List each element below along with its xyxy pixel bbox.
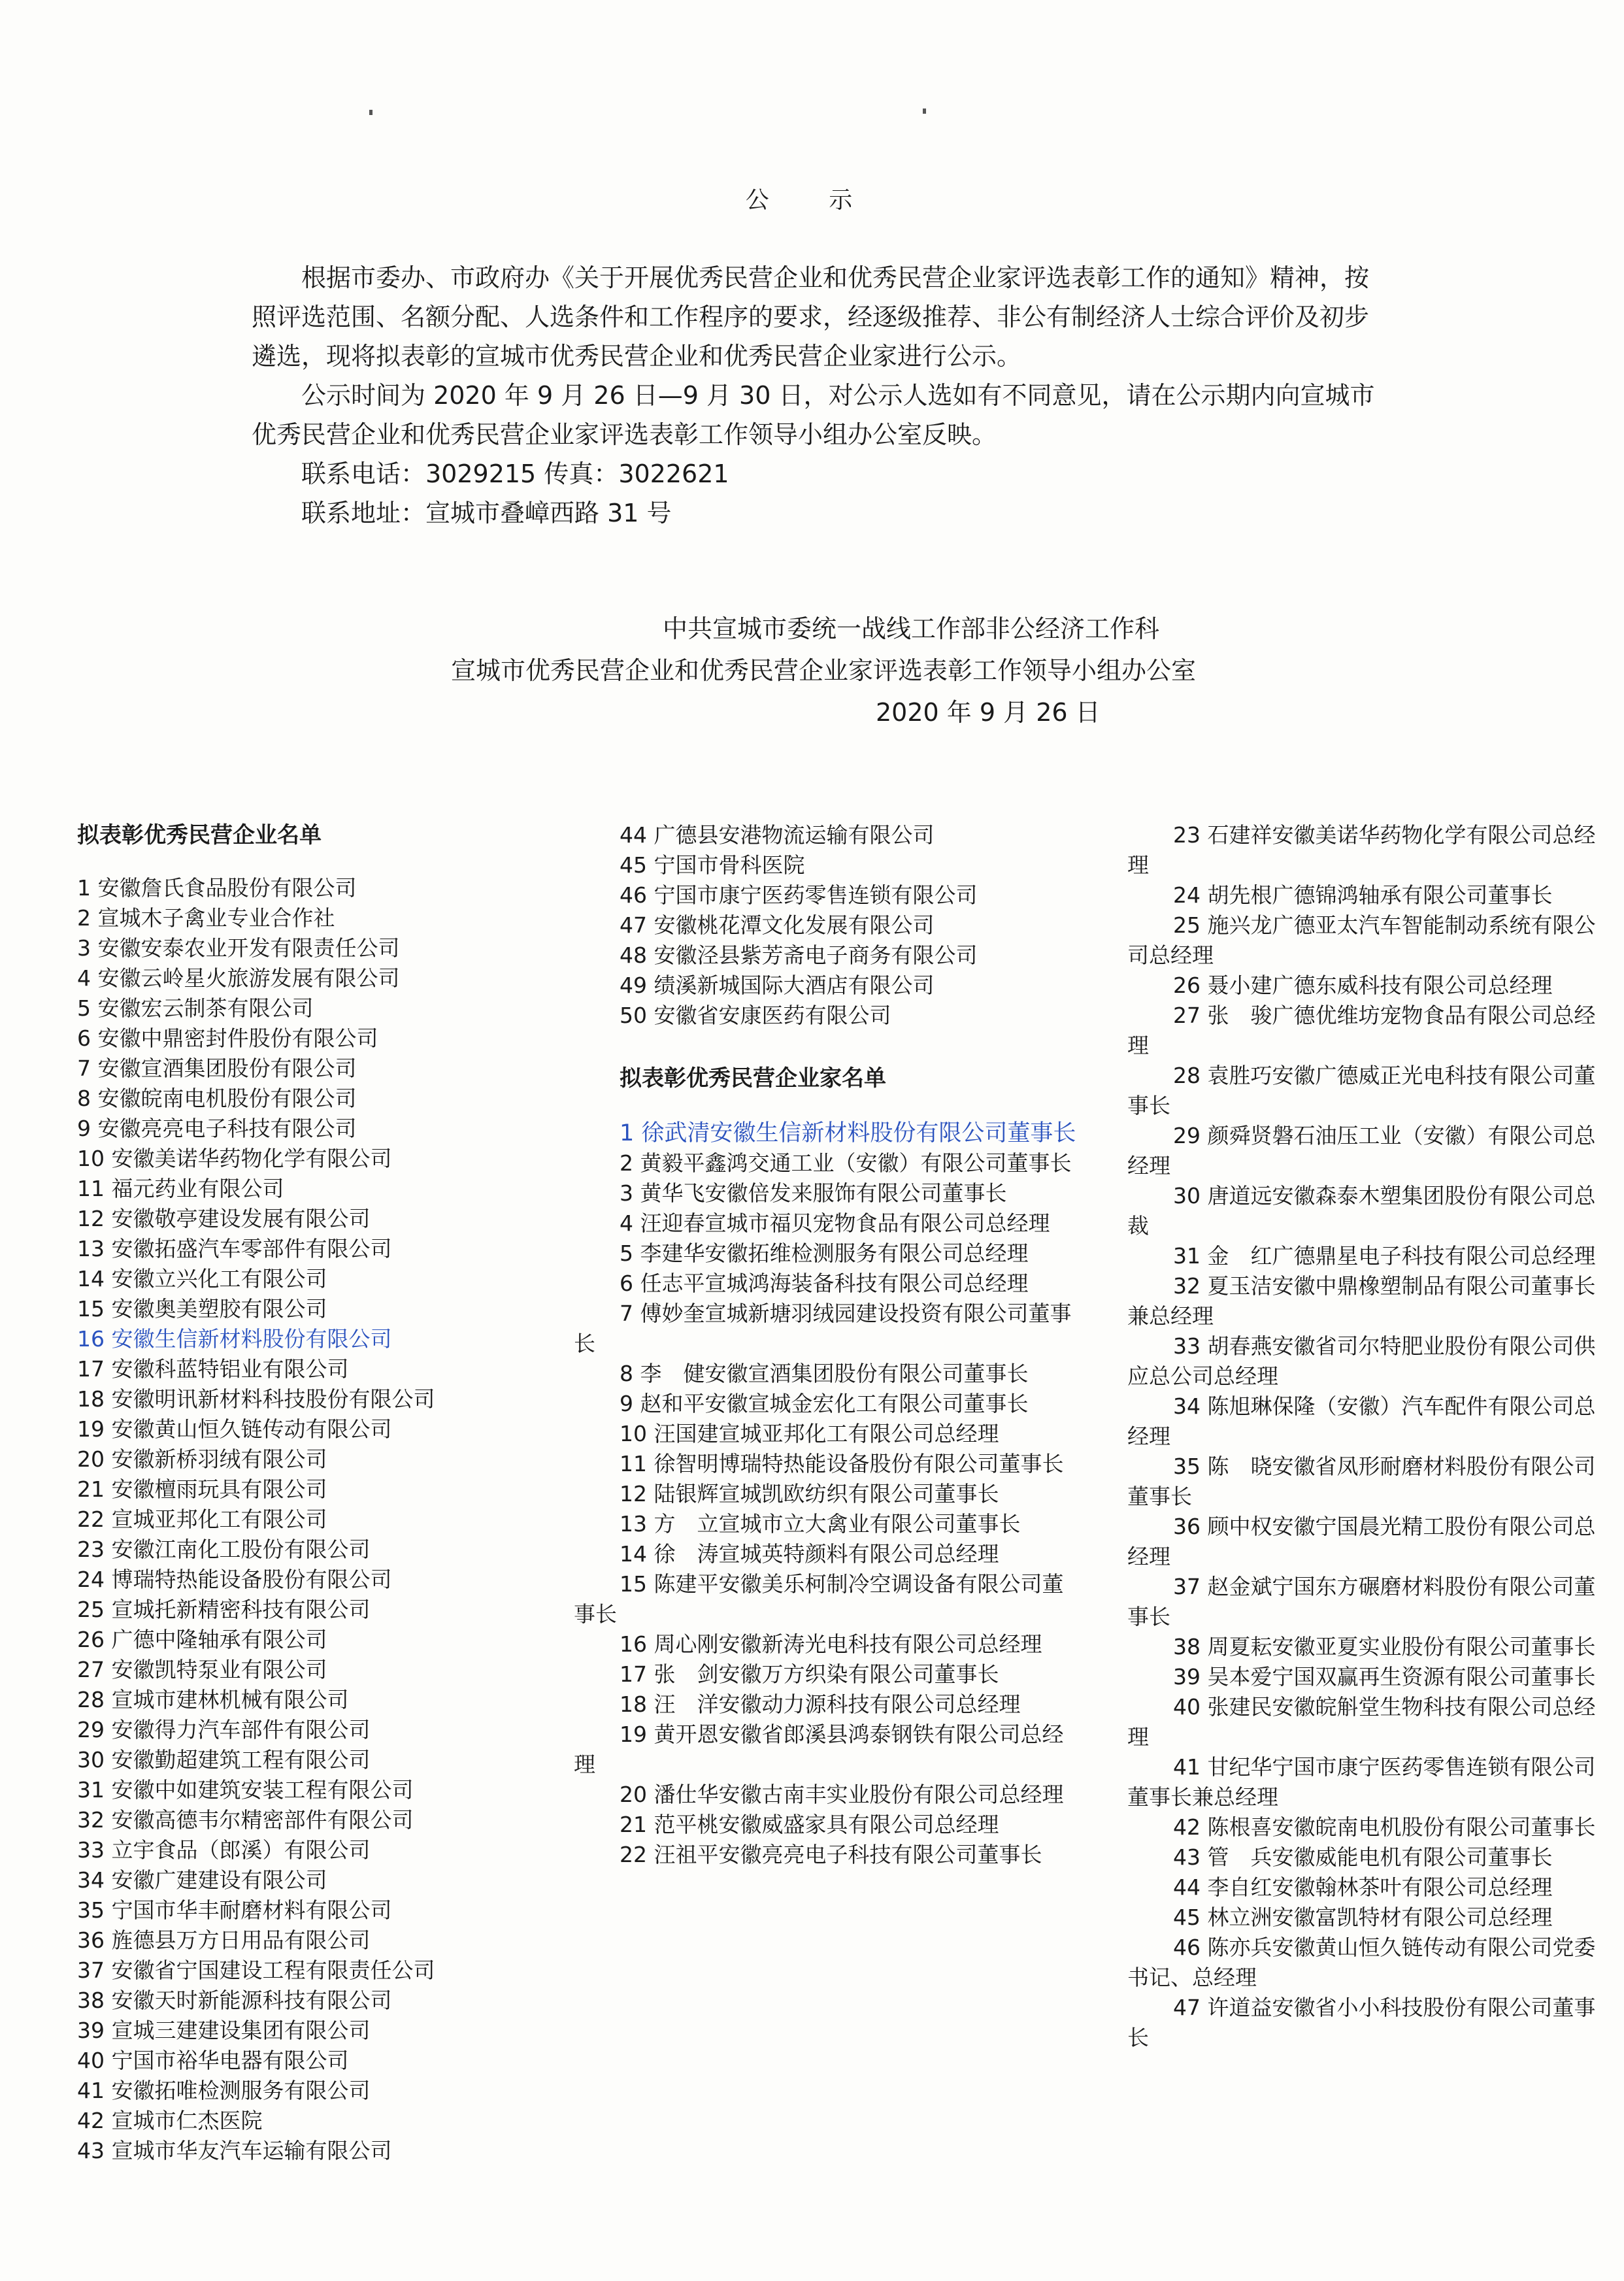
column-1	[77, 820, 561, 2166]
notice-title: 公 示	[745, 187, 879, 214]
entrepreneur-item: 45 林立洲安徽富凯特材有限公司总经理	[1173, 1905, 1553, 1930]
enterprise-item: 15 安徽奥美塑胶有限公司	[77, 1296, 327, 1322]
enterprise-item: 27 安徽凯特泵业有限公司	[77, 1657, 327, 1682]
entrepreneur-item: 31 金 红广德鼎星电子科技有限公司总经理	[1173, 1243, 1596, 1269]
enterprise-item: 49 绩溪新城国际大酒店有限公司	[620, 973, 935, 998]
entrepreneur-list-continued	[1127, 820, 1604, 2053]
enterprise-item: 35 宁国市华丰耐磨材料有限公司	[77, 1897, 392, 1923]
enterprise-item: 38 安徽天时新能源科技有限公司	[77, 1988, 392, 2013]
entrepreneur-item: 12 陆银辉宣城凯欧纺织有限公司董事长	[620, 1481, 999, 1507]
entrepreneur-item: 8 李 健安徽宣酒集团股份有限公司董事长	[620, 1361, 1029, 1386]
enterprise-item: 8 安徽皖南电机股份有限公司	[77, 1086, 357, 1111]
entrepreneur-item: 18 汪 洋安徽动力源科技有限公司总经理	[620, 1691, 1021, 1717]
entrepreneur-list	[574, 1118, 1084, 1870]
enterprise-item: 23 安徽江南化工股份有限公司	[77, 1537, 371, 1562]
entrepreneur-item: 42 陈根喜安徽皖南电机股份有限公司董事长	[1173, 1814, 1596, 1840]
enterprise-list-continued	[574, 820, 1084, 1031]
notice-date: 2020 年 9 月 26 日	[876, 698, 1101, 727]
entrepreneur-item: 39 吴本爱宁国双赢再生资源有限公司董事长	[1173, 1664, 1596, 1690]
enterprise-item: 33 立宇食品（郎溪）有限公司	[77, 1837, 371, 1863]
entrepreneur-item: 16 周心刚安徽新涛光电科技有限公司总经理	[620, 1631, 1042, 1657]
entrepreneur-item: 26 聂小建广德东威科技有限公司总经理	[1173, 973, 1553, 998]
entrepreneur-item: 37 赵金斌宁国东方碾磨材料股份有限公司董事长	[1127, 1574, 1596, 1629]
contact-phone: 联系电话：3029215 传真：3022621	[301, 459, 729, 488]
scan-mark	[369, 110, 373, 115]
entrepreneur-item: 24 胡先根广德锦鸿轴承有限公司董事长	[1173, 882, 1553, 908]
enterprise-item: 19 安徽黄山恒久链传动有限公司	[77, 1416, 392, 1442]
enterprise-item: 2 宣城木子禽业专业合作社	[77, 905, 335, 931]
entrepreneur-item: 4 汪迎春宣城市福贝宠物食品有限公司总经理	[620, 1210, 1050, 1236]
entrepreneur-item: 9 赵和平安徽宣城金宏化工有限公司董事长	[620, 1391, 1029, 1416]
entrepreneur-item: 11 徐智明博瑞特热能设备股份有限公司董事长	[620, 1451, 1064, 1476]
entrepreneur-item: 6 任志平宣城鸿海装备科技有限公司总经理	[620, 1271, 1029, 1296]
enterprise-item: 50 安徽省安康医药有限公司	[620, 1003, 891, 1028]
entrepreneur-item: 47 许道益安徽省小小科技股份有限公司董事长	[1127, 1995, 1596, 2050]
entrepreneur-item: 13 方 立宣城市立大禽业有限公司董事长	[620, 1511, 1021, 1537]
enterprise-item: 29 安徽得力汽车部件有限公司	[77, 1717, 371, 1742]
issuer-2: 宣城市优秀民营企业和优秀民营企业家评选表彰工作领导小组办公室	[451, 656, 1197, 685]
enterprise-item: 13 安徽拓盛汽车零部件有限公司	[77, 1236, 392, 1261]
enterprise-item: 41 安徽拓唯检测服务有限公司	[77, 2078, 371, 2103]
entrepreneur-item: 33 胡春燕安徽省司尔特肥业股份有限公司供应总公司总经理	[1127, 1333, 1596, 1389]
entrepreneur-item: 3 黄华飞安徽倍发来服饰有限公司董事长	[620, 1180, 1007, 1206]
enterprise-item: 12 安徽敬亭建设发展有限公司	[77, 1206, 371, 1231]
enterprise-item: 5 安徽宏云制茶有限公司	[77, 995, 314, 1021]
enterprise-item: 42 宣城市仁杰医院	[77, 2108, 263, 2133]
notice-paragraph-2: 公示时间为 2020 年 9 月 26 日—9 月 30 日，对公示人选如有不同意见，请在公示期内向宣城市优秀民营企业和优秀民营企业家评选表彰工作领导小组办公室反映。	[252, 381, 1375, 449]
enterprise-item: 30 安徽勤超建筑工程有限公司	[77, 1747, 371, 1773]
enterprise-item: 16 安徽生信新材料股份有限公司	[77, 1326, 392, 1352]
enterprise-item: 45 宁国市骨科医院	[620, 852, 805, 878]
entrepreneur-item: 5 李建华安徽拓维检测服务有限公司总经理	[620, 1240, 1029, 1266]
entrepreneur-item: 19 黄开恩安徽省郎溪县鸿泰钢铁有限公司总经理	[574, 1722, 1064, 1777]
enterprise-item: 14 安徽立兴化工有限公司	[77, 1266, 327, 1291]
enterprise-item: 25 宣城托新精密科技有限公司	[77, 1597, 371, 1622]
enterprise-item: 7 安徽宣酒集团股份有限公司	[77, 1056, 357, 1081]
entrepreneur-item: 20 潘仕华安徽古南丰实业股份有限公司总经理	[620, 1782, 1064, 1807]
entrepreneur-item: 27 张 骏广德优维坊宠物食品有限公司总经理	[1127, 1003, 1596, 1058]
enterprise-item: 17 安徽科蓝特铝业有限公司	[77, 1356, 349, 1382]
entrepreneur-item: 25 施兴龙广德亚太汽车智能制动系统有限公司总经理	[1127, 912, 1596, 968]
enterprise-item: 3 安徽安泰农业开发有限责任公司	[77, 935, 400, 961]
entrepreneur-item: 15 陈建平安徽美乐柯制冷空调设备有限公司董事长	[574, 1571, 1064, 1627]
enterprise-item: 6 安徽中鼎密封件股份有限公司	[77, 1025, 378, 1051]
enterprise-item: 20 安徽新桥羽绒有限公司	[77, 1446, 327, 1472]
enterprise-item: 34 安徽广建建设有限公司	[77, 1867, 327, 1893]
enterprise-item: 39 宣城三建建设集团有限公司	[77, 2018, 371, 2043]
entrepreneur-item: 23 石建祥安徽美诺华药物化学有限公司总经理	[1127, 822, 1596, 878]
enterprise-item: 43 宣城市华友汽车运输有限公司	[77, 2138, 392, 2163]
entrepreneur-item: 7 傅妙奎宣城新塘羽绒园建设投资有限公司董事长	[574, 1301, 1072, 1356]
entrepreneur-item: 1 徐武清安徽生信新材料股份有限公司董事长	[620, 1120, 1076, 1146]
signature-block	[451, 608, 1503, 733]
enterprise-item: 31 安徽中如建筑安装工程有限公司	[77, 1777, 414, 1803]
contact-address: 联系地址：宣城市叠嶂西路 31 号	[301, 499, 672, 527]
enterprise-item: 24 博瑞特热能设备股份有限公司	[77, 1567, 392, 1592]
enterprise-list-heading: 拟表彰优秀民营企业名单	[77, 822, 322, 848]
entrepreneur-item: 29 颜舜贤磐石油压工业（安徽）有限公司总经理	[1127, 1123, 1596, 1178]
notice-body	[252, 258, 1382, 533]
enterprise-item: 26 广德中隆轴承有限公司	[77, 1627, 327, 1652]
enterprise-item: 48 安徽泾县紫芳斋电子商务有限公司	[620, 942, 978, 968]
enterprise-item: 32 安徽高德韦尔精密部件有限公司	[77, 1807, 414, 1833]
entrepreneur-item: 30 唐道远安徽森泰木塑集团股份有限公司总裁	[1127, 1183, 1596, 1239]
entrepreneur-item: 41 甘纪华宁国市康宁医药零售连锁有限公司董事长兼总经理	[1127, 1754, 1596, 1810]
enterprise-item: 10 安徽美诺华药物化学有限公司	[77, 1146, 392, 1171]
entrepreneur-item: 34 陈旭琳保隆（安徽）汽车配件有限公司总经理	[1127, 1393, 1596, 1449]
enterprise-item: 21 安徽檀雨玩具有限公司	[77, 1476, 327, 1502]
issuer-1: 中共宣城市委统一战线工作部非公经济工作科	[663, 614, 1160, 643]
entrepreneur-item: 36 顾中权安徽宁国晨光精工股份有限公司总经理	[1127, 1514, 1596, 1569]
enterprise-item: 4 安徽云岭星火旅游发展有限公司	[77, 965, 400, 991]
enterprise-list	[77, 873, 561, 2166]
entrepreneur-item: 46 陈亦兵安徽黄山恒久链传动有限公司党委书记、总经理	[1127, 1935, 1596, 1990]
notice-paragraph-1: 根据市委办、市政府办《关于开展优秀民营企业和优秀民营企业家评选表彰工作的通知》精神，按照评选范围、名额分配、人选条件和工作程序的要求，经逐级推荐、非公有制经济人士综合评价及初步遴选，现将拟表彰的宣城市优秀民营企业和优秀民营企业家进行公示。	[252, 263, 1370, 371]
entrepreneur-item: 14 徐 涛宣城英特颜料有限公司总经理	[620, 1541, 999, 1567]
entrepreneur-item: 28 袁胜巧安徽广德威正光电科技有限公司董事长	[1127, 1063, 1596, 1118]
entrepreneur-item: 43 管 兵安徽威能电机有限公司董事长	[1173, 1844, 1553, 1870]
entrepreneur-item: 10 汪国建宣城亚邦化工有限公司总经理	[620, 1421, 999, 1446]
scan-mark	[923, 108, 926, 114]
entrepreneur-item: 40 张建民安徽皖斛堂生物科技有限公司总经理	[1127, 1694, 1596, 1750]
entrepreneur-item: 32 夏玉洁安徽中鼎橡塑制品有限公司董事长兼总经理	[1127, 1273, 1596, 1329]
entrepreneur-list-heading: 拟表彰优秀民营企业家名单	[620, 1065, 886, 1091]
entrepreneur-item: 38 周夏耘安徽亚夏实业股份有限公司董事长	[1173, 1634, 1596, 1659]
enterprise-item: 18 安徽明讯新材料科技股份有限公司	[77, 1386, 435, 1412]
enterprise-item: 44 广德县安港物流运输有限公司	[620, 822, 935, 848]
enterprise-item: 1 安徽詹氏食品股份有限公司	[77, 875, 357, 901]
enterprise-item: 37 安徽省宁国建设工程有限责任公司	[77, 1957, 435, 1983]
entrepreneur-item: 2 黄毅平鑫鸿交通工业（安徽）有限公司董事长	[620, 1150, 1072, 1176]
enterprise-item: 22 宣城亚邦化工有限公司	[77, 1507, 327, 1532]
entrepreneur-item: 35 陈 晓安徽省凤形耐磨材料股份有限公司董事长	[1127, 1454, 1596, 1509]
entrepreneur-item: 22 汪祖平安徽亮亮电子科技有限公司董事长	[620, 1842, 1042, 1867]
entrepreneur-item: 17 张 剑安徽万方织染有限公司董事长	[620, 1661, 999, 1687]
column-3	[1127, 820, 1604, 2053]
column-2	[574, 820, 1084, 1870]
enterprise-item: 40 宁国市裕华电器有限公司	[77, 2048, 349, 2073]
enterprise-item: 36 旌德县万方日用品有限公司	[77, 1927, 371, 1953]
enterprise-item: 11 福元药业有限公司	[77, 1176, 284, 1201]
enterprise-item: 46 宁国市康宁医药零售连锁有限公司	[620, 882, 978, 908]
enterprise-item: 47 安徽桃花潭文化发展有限公司	[620, 912, 935, 938]
entrepreneur-item: 44 李自红安徽翰林茶叶有限公司总经理	[1173, 1874, 1553, 1900]
enterprise-item: 9 安徽亮亮电子科技有限公司	[77, 1116, 357, 1141]
entrepreneur-item: 21 范平桃安徽威盛家具有限公司总经理	[620, 1812, 999, 1837]
enterprise-item: 28 宣城市建林机械有限公司	[77, 1687, 349, 1712]
